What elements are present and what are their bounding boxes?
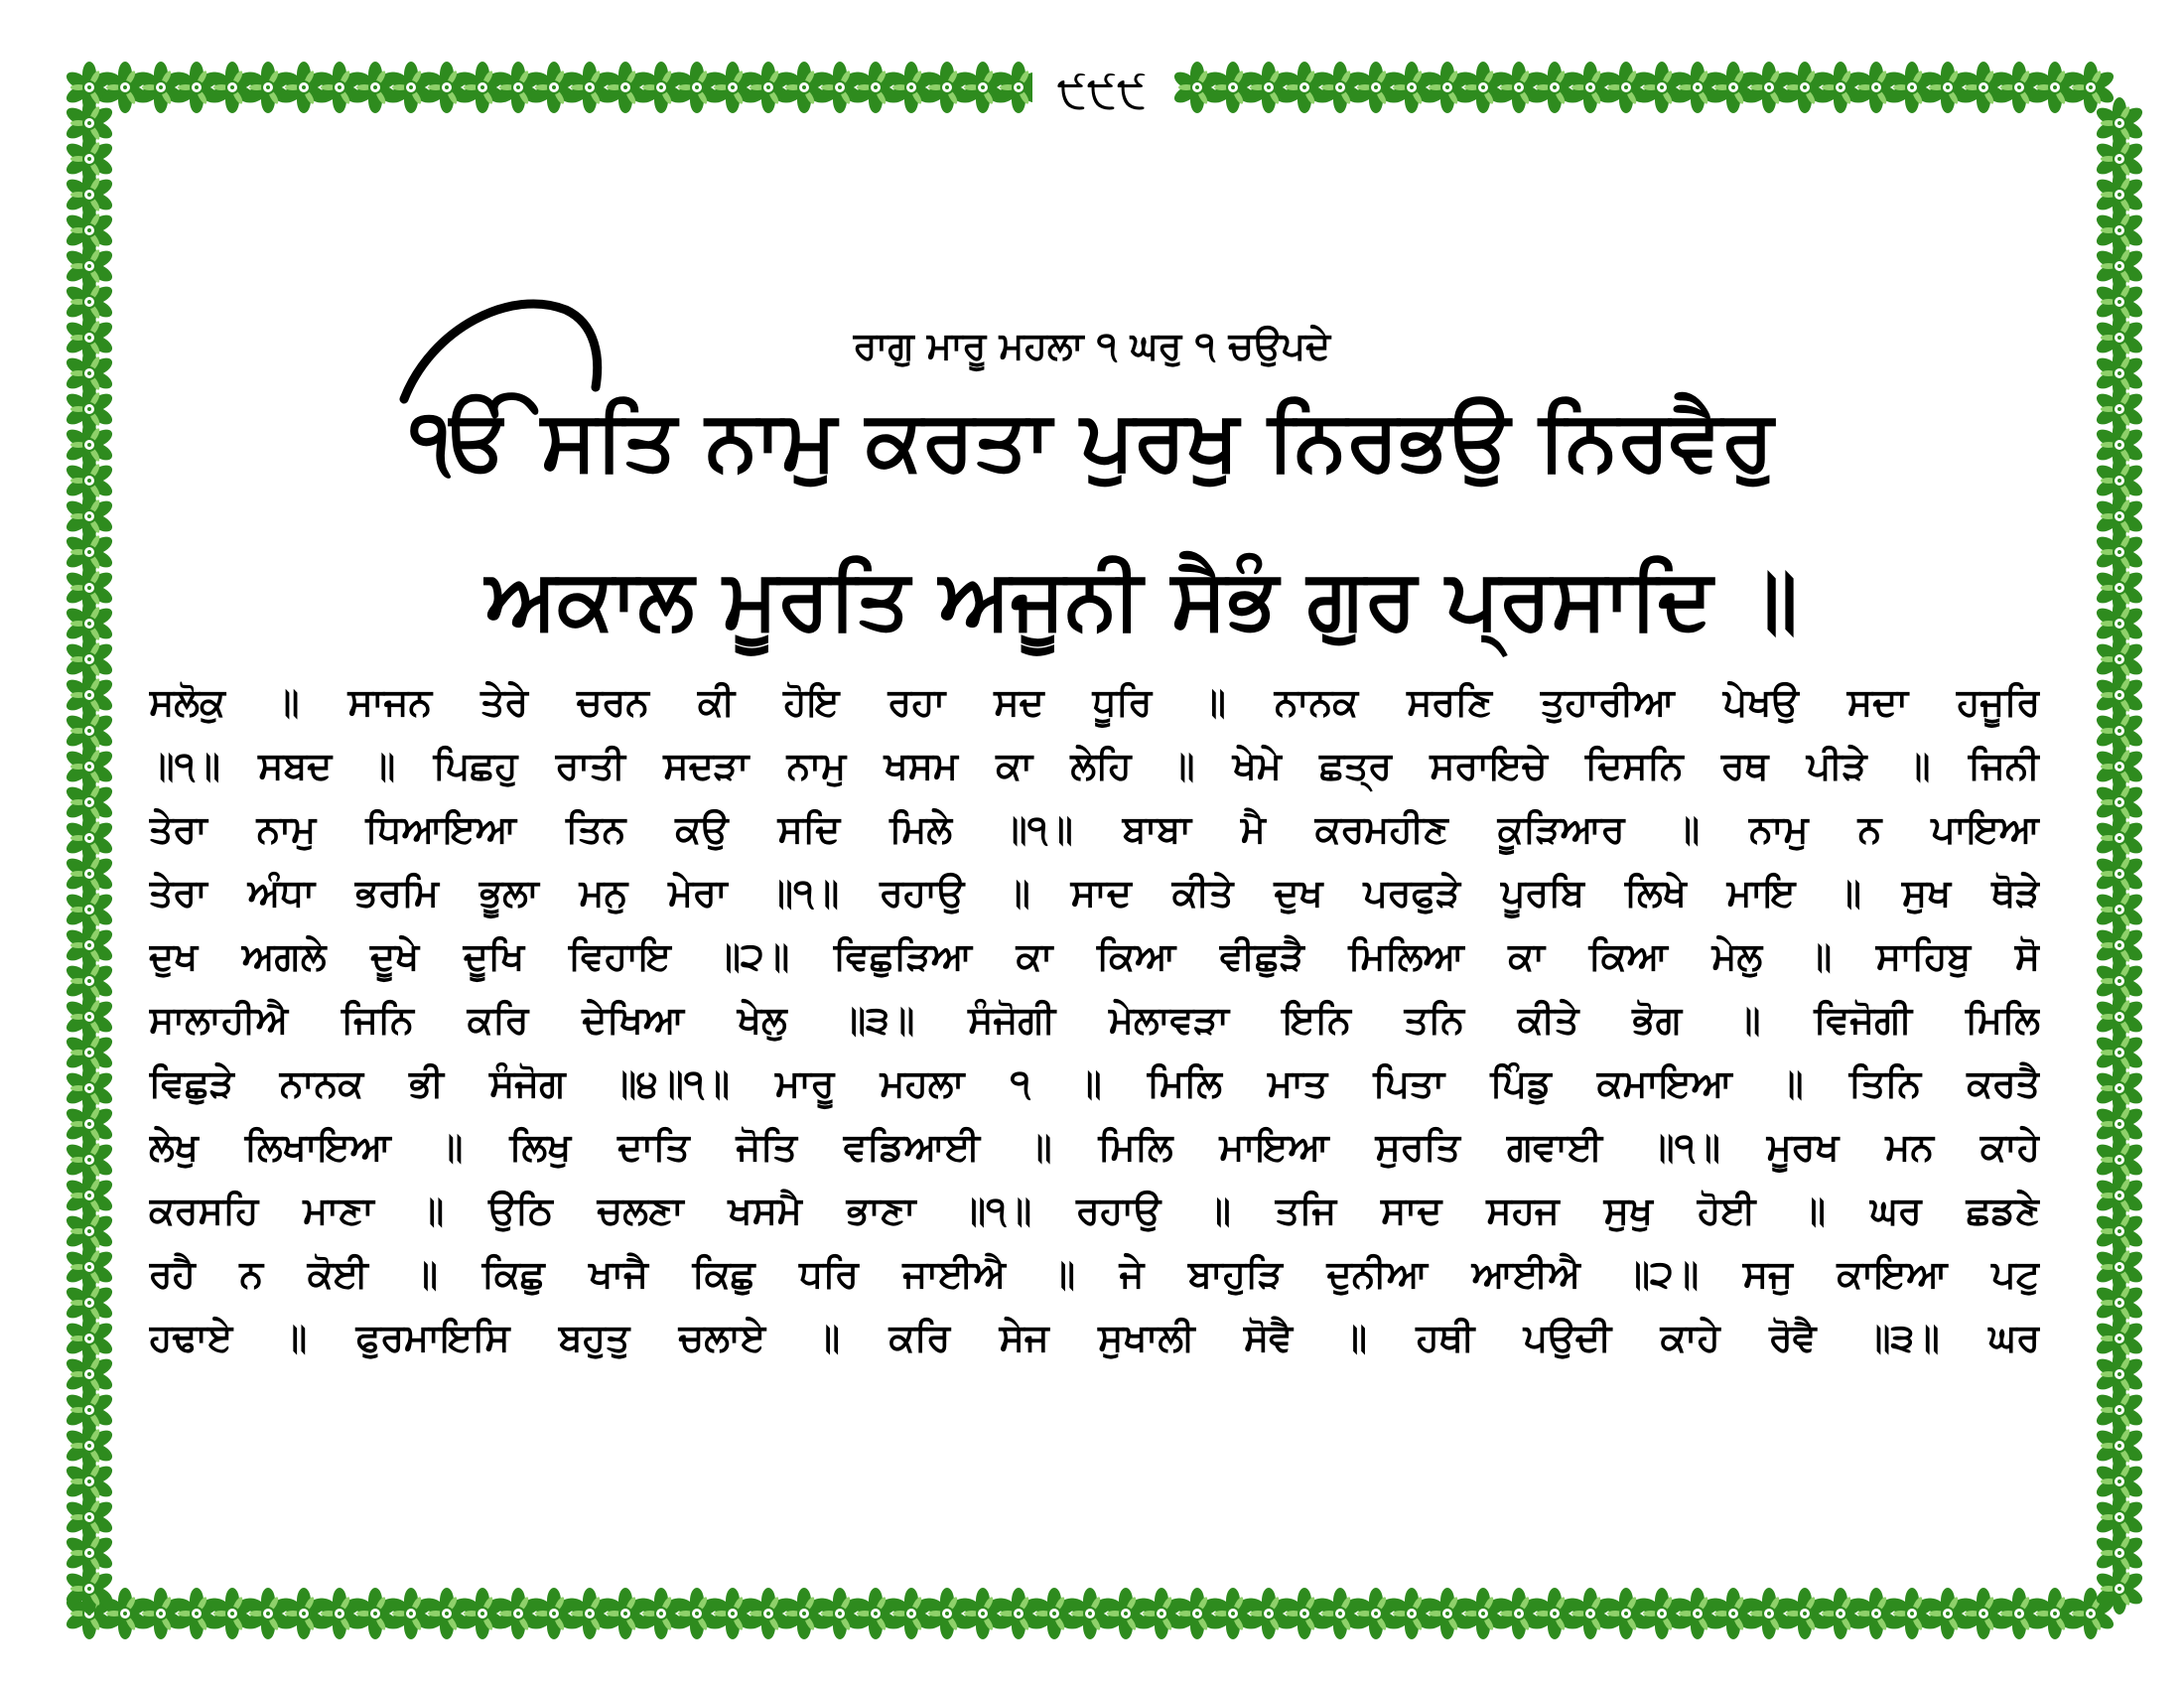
gurbani-line: ਸਾਲਾਹੀਐ ਜਿਨਿ ਕਰਿ ਦੇਖਿਆ ਖੇਲੁ ॥੩॥ ਸੰਜੋਗੀ ਮੇਲਾਵੜਾ ਇਨਿ ਤਨਿ ਕੀਤੇ ਭੋਗ ॥ ਵਿਜੋਗੀ ਮਿਲਿ [149, 998, 2040, 1042]
gurbani-line: ਹਢਾਏ ॥ ਫੁਰਮਾਇਸਿ ਬਹੁਤੁ ਚਲਾਏ ॥ ਕਰਿ ਸੇਜ ਸੁਖਾਲੀ ਸੋਵੈ ॥ ਹਥੀ ਪਉਦੀ ਕਾਹੇ ਰੋਵੈ ॥੩॥ ਘਰ [149, 1316, 2040, 1359]
flower-icon [2065, 62, 2116, 113]
gurbani-text-body [149, 670, 2040, 1369]
gurbani-line: ਰਹੈ ਨ ਕੋਈ ॥ ਕਿਛੁ ਖਾਜੈ ਕਿਛੁ ਧਰਿ ਜਾਈਐ ॥ ਜੇ ਬਾਹੁੜਿ ਦੁਨੀਆ ਆਈਐ ॥੨॥ ਸਜੁ ਕਾਇਆ ਪਟੁ [149, 1252, 2040, 1296]
gurbani-line: ਲੇਖੁ ਲਿਖਾਇਆ ॥ ਲਿਖੁ ਦਾਤਿ ਜੋਤਿ ਵਡਿਆਈ ॥ ਮਿਲਿ ਮਾਇਆ ਸੁਰਤਿ ਗਵਾਈ ॥੧॥ ਮੂਰਖ ਮਨ ਕਾਹੇ [149, 1125, 2040, 1169]
gurbani-line: ॥੧॥ ਸਬਦ ॥ ਪਿਛਹੁ ਰਾਤੀ ਸਦੜਾ ਨਾਮੁ ਖਸਮ ਕਾ ਲੇਹਿ ॥ ਖੇਮੇ ਛਤ੍ਰ ਸਰਾਇਚੇ ਦਿਸਨਿ ਰਥ ਪੀੜੇ ॥ ਜਿਨੀ [149, 744, 2040, 787]
mool-mantar-line-1: ੴ ਸਤਿ ਨਾਮੁ ਕਰਤਾ ਪੁਰਖੁ ਨਿਰਭਉ ਨਿਰਵੈਰੁ [410, 391, 1774, 489]
gurbani-line: ਸਲੋਕੁ ॥ ਸਾਜਨ ਤੇਰੇ ਚਰਨ ਕੀ ਹੋਇ ਰਹਾ ਸਦ ਧੂਰਿ ॥ ਨਾਨਕ ਸਰਣਿ ਤੁਹਾਰੀਆ ਪੇਖਉ ਸਦਾ ਹਜੂਰਿ [149, 680, 2040, 724]
gurbani-line: ਵਿਛੁੜੇ ਨਾਨਕ ਭੀ ਸੰਜੋਗ ॥੪॥੧॥ ਮਾਰੂ ਮਹਲਾ ੧ ॥ ਮਿਲਿ ਮਾਤ ਪਿਤਾ ਪਿੰਡੁ ਕਮਾਇਆ ॥ ਤਿਨਿ ਕਰਤੈ [149, 1061, 2040, 1105]
gurbani-line: ਤੇਰਾ ਅੰਧਾ ਭਰਮਿ ਭੂਲਾ ਮਨੁ ਮੇਰਾ ॥੧॥ ਰਹਾਉ ॥ ਸਾਦ ਕੀਤੇ ਦੁਖ ਪਰਫੁੜੇ ਪੂਰਬਿ ਲਿਖੇ ਮਾਇ ॥ ਸੁਖ ਥੋੜੇ [149, 871, 2040, 914]
gurbani-line: ਕਰਸਹਿ ਮਾਣਾ ॥ ਉਠਿ ਚਲਣਾ ਖਸਮੈ ਭਾਣਾ ॥੧॥ ਰਹਾਉ ॥ ਤਜਿ ਸਾਦ ਸਹਜ ਸੁਖੁ ਹੋਈ ॥ ਘਰ ਛਡਣੇ [149, 1189, 2040, 1232]
page-number: ੯੯੯ [1032, 62, 1171, 121]
gurbani-line: ਤੇਰਾ ਨਾਮੁ ਧਿਆਇਆ ਤਿਨ ਕਉ ਸਦਿ ਮਿਲੇ ॥੧॥ ਬਾਬਾ ਮੈ ਕਰਮਹੀਣ ਕੂੜਿਆਰ ॥ ਨਾਮੁ ਨ ਪਾਇਆ [149, 807, 2040, 851]
gurbani-line: ਦੁਖ ਅਗਲੇ ਦੂਖੇ ਦੂਖਿ ਵਿਹਾਇ ॥੨॥ ਵਿਛੁੜਿਆ ਕਾ ਕਿਆ ਵੀਛੁੜੈ ਮਿਲਿਆ ਕਾ ਕਿਆ ਮੇਲੁ ॥ ਸਾਹਿਬੁ ਸੋ [149, 934, 2040, 978]
mool-mantar-line-2: ਅਕਾਲ ਮੂਰਤਿ ਅਜੂਨੀ ਸੈਭੰ ਗੁਰ ਪ੍ਰਸਾਦਿ ॥ [484, 550, 1799, 647]
raag-heading: ਰਾਗੁ ਮਾਰੂ ਮਹਲਾ ੧ ਘਰੁ ੧ ਚਉਪਦੇ [853, 324, 1331, 367]
